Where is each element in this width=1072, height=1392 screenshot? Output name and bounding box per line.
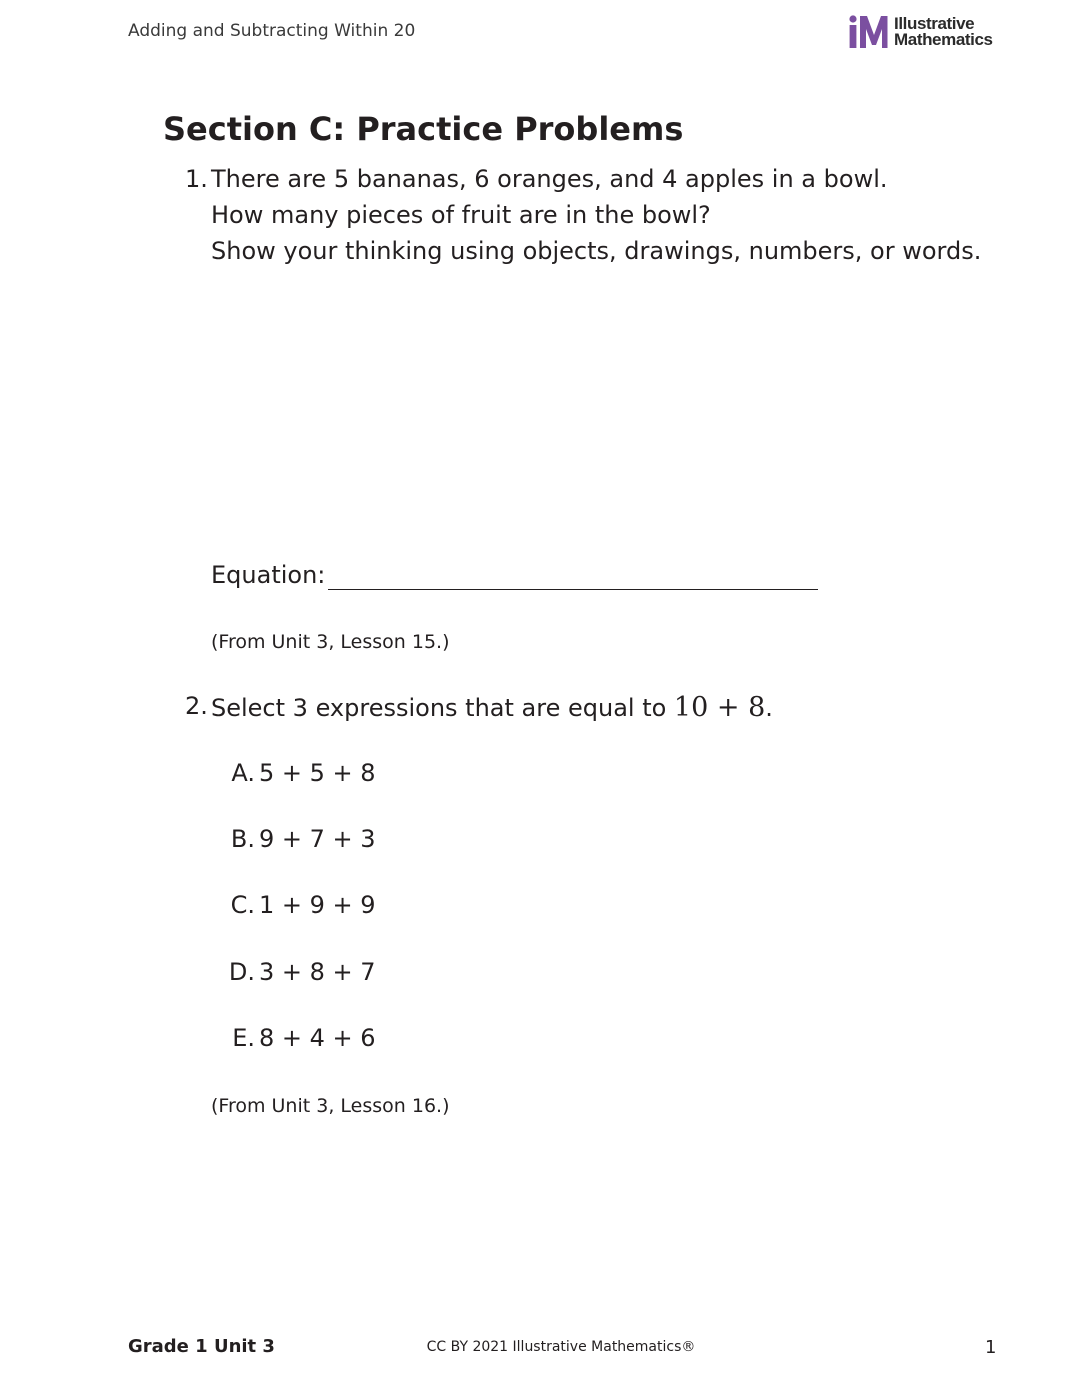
choice-a-expression[interactable]: 5 + 5 + 8 [259, 759, 376, 787]
choice-e-letter[interactable]: E. [232, 1024, 255, 1052]
problem-1-line-2: How many pieces of fruit are in the bowl? [211, 201, 711, 229]
logo-line-2: Mathematics [894, 30, 993, 49]
problem-2-number: 2. [185, 692, 208, 720]
problem-2-source: (From Unit 3, Lesson 16.) [211, 1095, 450, 1117]
equation-label: Equation: [211, 561, 326, 589]
prompt-text-before: Select [211, 694, 293, 722]
problem-1-line-1: There are 5 bananas, 6 oranges, and 4 apples in a bowl. [211, 165, 888, 193]
problem-2-prompt [211, 692, 773, 723]
problem-1-line-3: Show your thinking using objects, drawings, numbers, or words. [211, 237, 982, 265]
choice-b-expression[interactable]: 9 + 7 + 3 [259, 825, 376, 853]
section-title: Section C: Practice Problems [163, 110, 684, 148]
logo-wordmark [894, 16, 993, 48]
page-number: 1 [985, 1337, 997, 1358]
illustrative-mathematics-logo [848, 15, 993, 49]
choice-d-expression[interactable]: 3 + 8 + 7 [259, 958, 376, 986]
problem-1-number: 1. [185, 165, 208, 193]
im-logo-icon [848, 15, 888, 49]
prompt-text-middle: expressions that are equal to [307, 694, 674, 722]
logo-line-1: Illustrative [894, 14, 975, 33]
equation-answer-blank[interactable] [328, 589, 818, 590]
prompt-math-expression: 10 + 8 [673, 692, 766, 723]
choice-e-expression[interactable]: 8 + 4 + 6 [259, 1024, 376, 1052]
choice-c-letter[interactable]: C. [230, 891, 255, 919]
running-head: Adding and Subtracting Within 20 [128, 21, 416, 41]
footer-grade-unit: Grade 1 Unit 3 [128, 1336, 275, 1357]
choice-d-letter[interactable]: D. [228, 958, 255, 986]
footer-license: CC BY 2021 Illustrative Mathematics® [426, 1339, 696, 1355]
choice-b-letter[interactable]: B. [230, 825, 255, 853]
problem-1-source: (From Unit 3, Lesson 15.) [211, 631, 450, 653]
choice-c-expression[interactable]: 1 + 9 + 9 [259, 891, 376, 919]
prompt-count: 3 [292, 694, 308, 722]
prompt-text-end: . [765, 694, 773, 722]
choice-a-letter[interactable]: A. [231, 759, 255, 787]
